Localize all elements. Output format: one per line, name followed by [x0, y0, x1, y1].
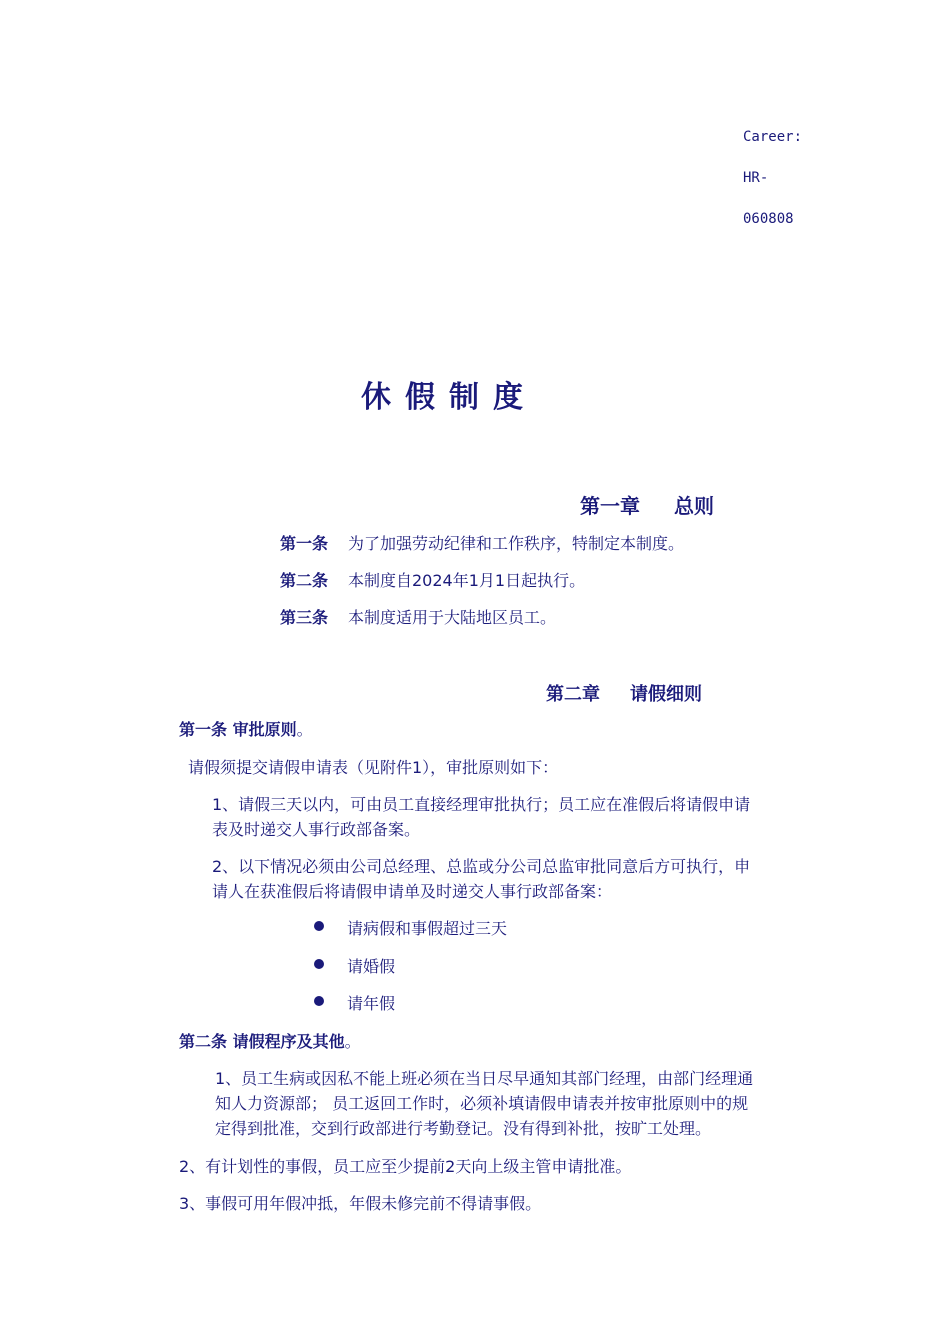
header-career: Career: [743, 129, 803, 145]
bullet-item-3: 请年假 [347, 994, 396, 1013]
chapter1-heading [580, 490, 714, 519]
chapter2-article2-heading [179, 1029, 361, 1052]
chapter2-article1-intro: 请假须提交请假申请表（见附件1），审批原则如下： [188, 758, 559, 777]
article-heading-tail: 。 [296, 720, 313, 739]
chapter2-article1-heading [179, 717, 313, 740]
header-hr: HR- [743, 170, 769, 186]
bullet-item-1: 请病假和事假超过三天 [347, 919, 508, 938]
chapter2-name: 请假细则 [630, 684, 702, 705]
chapter2-article2-item1-line3: 定得到批准，交到行政部进行考勤登记。没有得到补批，按旷工处理。 [215, 1119, 712, 1138]
page-title: 休假制度 [361, 380, 537, 415]
article-heading-text: 第二条 请假程序及其他 [179, 1032, 345, 1051]
chapter2-article1-item1-line1: 1、请假三天以内，可由员工直接经理审批执行；员工应在准假后将请假申请 [212, 795, 751, 814]
chapter2-label: 第二章 [546, 684, 600, 705]
chapter2-article1-item1-line2: 表及时递交人事行政部备案。 [212, 820, 421, 839]
article-text: 本制度自2024年1月1日起执行。 [348, 571, 586, 590]
chapter2-article2-item1-line1: 1、员工生病或因私不能上班必须在当日尽早通知其部门经理，由部门经理通 [215, 1069, 754, 1088]
chapter2-article2-item3: 3、事假可用年假冲抵，年假未修完前不得请事假。 [179, 1194, 542, 1213]
bullet-dot-icon [314, 959, 324, 969]
chapter2-article1-item2-line2: 请人在获准假后将请假申请单及时递交人事行政部备案： [212, 882, 613, 901]
article-text: 为了加强劳动纪律和工作秩序，特制定本制度。 [348, 534, 685, 553]
bullet-item-2: 请婚假 [347, 957, 396, 976]
article-label: 第三条 [280, 608, 329, 627]
chapter1-name: 总则 [674, 494, 714, 518]
bullet-dot-icon [314, 996, 324, 1006]
chapter1-article-3 [280, 605, 556, 628]
chapter1-article-2 [280, 568, 585, 591]
chapter2-article1-item2-line1: 2、以下情况必须由公司总经理、总监或分公司总监审批同意后方可执行，申 [212, 857, 751, 876]
chapter1-label: 第一章 [580, 494, 640, 518]
article-heading-text: 第一条 审批原则 [179, 720, 297, 739]
chapter2-article2-item2: 2、有计划性的事假，员工应至少提前2天向上级主管申请批准。 [179, 1157, 632, 1176]
bullet-dot-icon [314, 921, 324, 931]
chapter1-article-1 [280, 531, 684, 554]
article-label: 第二条 [280, 571, 329, 590]
article-text: 本制度适用于大陆地区员工。 [348, 608, 557, 627]
chapter2-article2-item1-line2: 知人力资源部； 员工返回工作时，必须补填请假申请表并按审批原则中的规 [215, 1094, 749, 1113]
article-label: 第一条 [280, 534, 329, 553]
chapter2-heading [546, 680, 702, 706]
header-code: 060808 [743, 211, 794, 227]
article-heading-tail: 。 [344, 1032, 361, 1051]
